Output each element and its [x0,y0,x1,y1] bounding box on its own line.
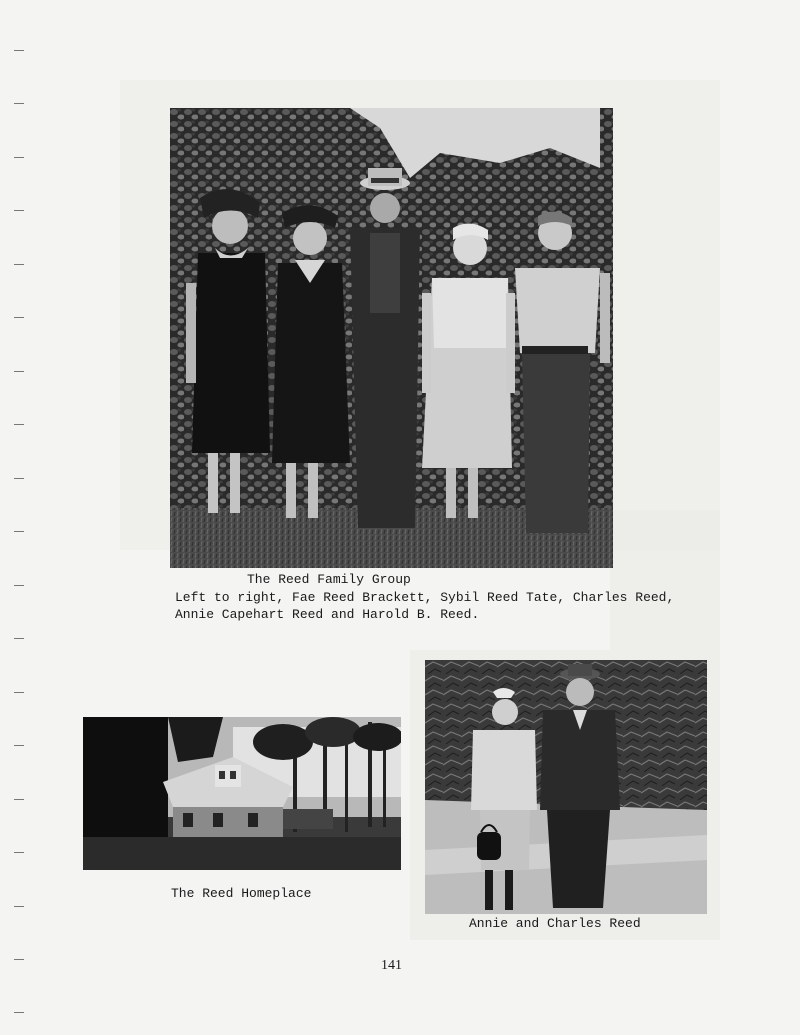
margin-tick [14,50,24,51]
margin-tick [14,906,24,907]
margin-tick [14,264,24,265]
page-number: 141 [381,958,402,973]
margin-tick [14,692,24,693]
margin-tick [14,799,24,800]
margin-tick [14,638,24,639]
margin-tick [14,317,24,318]
margin-tick [14,478,24,479]
margin-tick [14,157,24,158]
homeplace-photo [83,717,401,870]
margin-tick [14,531,24,532]
margin-tick [14,959,24,960]
family-group-title: The Reed Family Group [247,572,411,587]
couple-caption: Annie and Charles Reed [469,916,641,931]
bleed-through-shadow [610,510,720,650]
margin-tick [14,1012,24,1013]
margin-tick [14,745,24,746]
margin-tick [14,424,24,425]
family-group-caption-line1: Left to right, Fae Reed Brackett, Sybil Reed Tate, Charles Reed, [175,590,675,605]
family-group-caption-line2: Annie Capehart Reed and Harold B. Reed. [175,607,480,622]
margin-tick [14,852,24,853]
homeplace-caption: The Reed Homeplace [171,886,312,901]
margin-tick [14,210,24,211]
margin-tick [14,371,24,372]
margin-tick [14,585,24,586]
margin-tick [14,103,24,104]
family-group-photo [170,108,613,568]
couple-photo [425,660,707,914]
